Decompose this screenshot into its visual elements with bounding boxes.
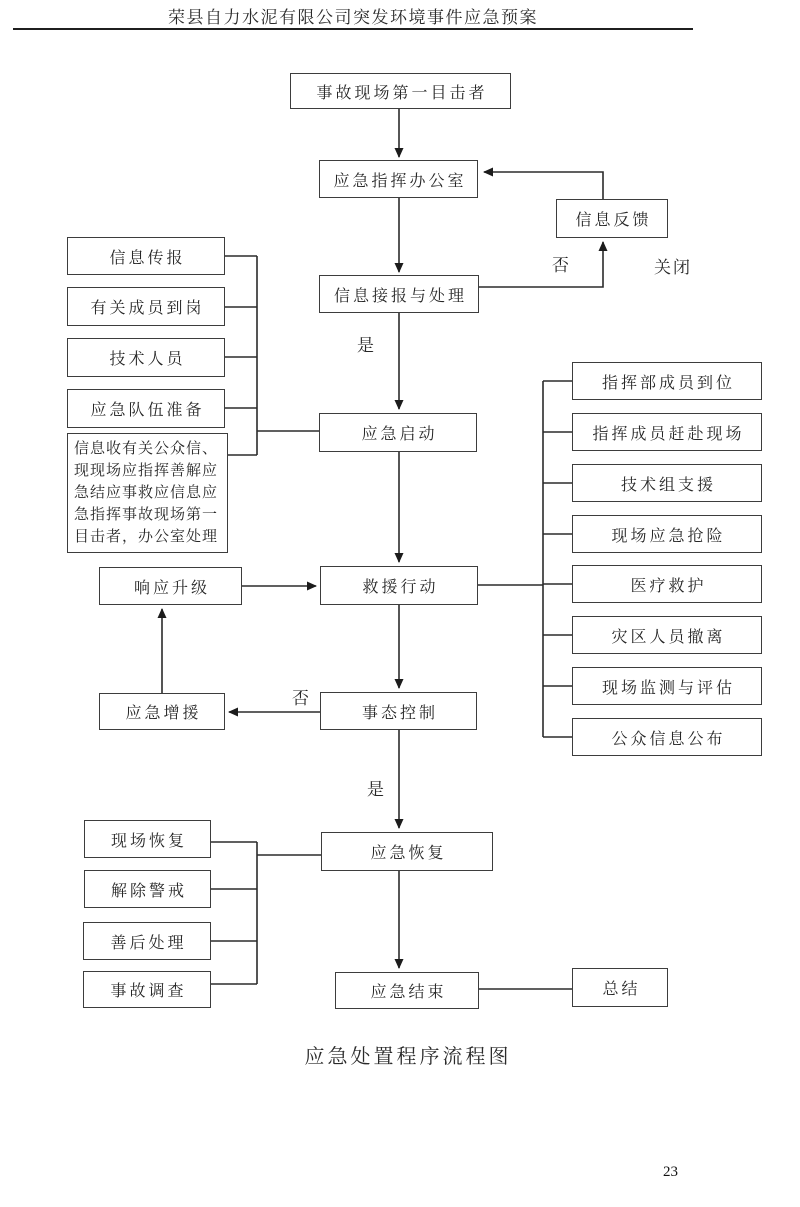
node-site-restore: 现场恢复 — [84, 820, 211, 858]
node-rescue-action: 救援行动 — [320, 566, 478, 605]
note-line-2: 现现场应指挥善解应 — [74, 463, 219, 479]
edge-label-close: 关闭 — [654, 258, 692, 277]
page-number: 23 — [663, 1164, 678, 1180]
document-header-title: 荣县自力水泥有限公司突发环境事件应急预案 — [168, 8, 538, 27]
note-line-1: 信息收有关公众信、 — [74, 441, 219, 457]
node-commanders-to-scene: 指挥成员赶赴现场 — [572, 413, 762, 451]
node-summary: 总结 — [572, 968, 668, 1007]
node-witness: 事故现场第一目击者 — [290, 73, 511, 109]
edge-label-no-feedback: 否 — [552, 256, 571, 275]
node-emergency-end: 应急结束 — [335, 972, 479, 1009]
note-line-4: 急指挥事故现场第一 — [74, 507, 219, 523]
node-evacuation: 灾区人员撤离 — [572, 616, 762, 654]
node-emergency-start: 应急启动 — [319, 413, 477, 452]
node-monitoring: 现场监测与评估 — [572, 667, 762, 705]
connector-bottom-left-group — [211, 842, 321, 984]
node-reinforcement: 应急增援 — [99, 693, 225, 730]
node-info-note — [67, 433, 228, 553]
edge-feedback-to-office — [484, 172, 603, 199]
node-info-handling: 信息接报与处理 — [319, 275, 479, 313]
edge-label-yes-start: 是 — [357, 336, 376, 355]
node-onsite-rescue: 现场应急抢险 — [572, 515, 762, 553]
flowchart-caption: 应急处置程序流程图 — [304, 1046, 512, 1068]
note-line-5: 目击者，办公室处理 — [74, 529, 219, 545]
node-lift-alert: 解除警戒 — [84, 870, 211, 908]
node-hq-members-in-place: 指挥部成员到位 — [572, 362, 762, 400]
node-response-upgrade: 响应升级 — [99, 567, 242, 605]
edge-label-no-control: 否 — [292, 689, 311, 708]
node-team-prepare: 应急队伍准备 — [67, 389, 225, 428]
node-command-office: 应急指挥办公室 — [319, 160, 478, 198]
node-tech-support: 技术组支援 — [572, 464, 762, 502]
node-info-feedback: 信息反馈 — [556, 199, 668, 238]
node-public-info: 公众信息公布 — [572, 718, 762, 756]
node-recovery: 应急恢复 — [321, 832, 493, 871]
node-medical-aid: 医疗救护 — [572, 565, 762, 603]
node-aftermath: 善后处理 — [83, 922, 211, 960]
node-tech-staff: 技术人员 — [67, 338, 225, 377]
header-rule — [13, 28, 693, 30]
edge-handling-to-feedback — [479, 242, 603, 287]
node-info-report: 信息传报 — [67, 237, 225, 275]
edge-label-yes-recovery: 是 — [367, 780, 386, 799]
connector-left-group — [225, 256, 319, 455]
node-members-arrive: 有关成员到岗 — [67, 287, 225, 326]
note-line-3: 急结应事救应信息应 — [74, 485, 219, 501]
connector-right-group — [478, 381, 572, 737]
node-incident-control: 事态控制 — [320, 692, 477, 730]
node-investigation: 事故调查 — [83, 971, 211, 1008]
